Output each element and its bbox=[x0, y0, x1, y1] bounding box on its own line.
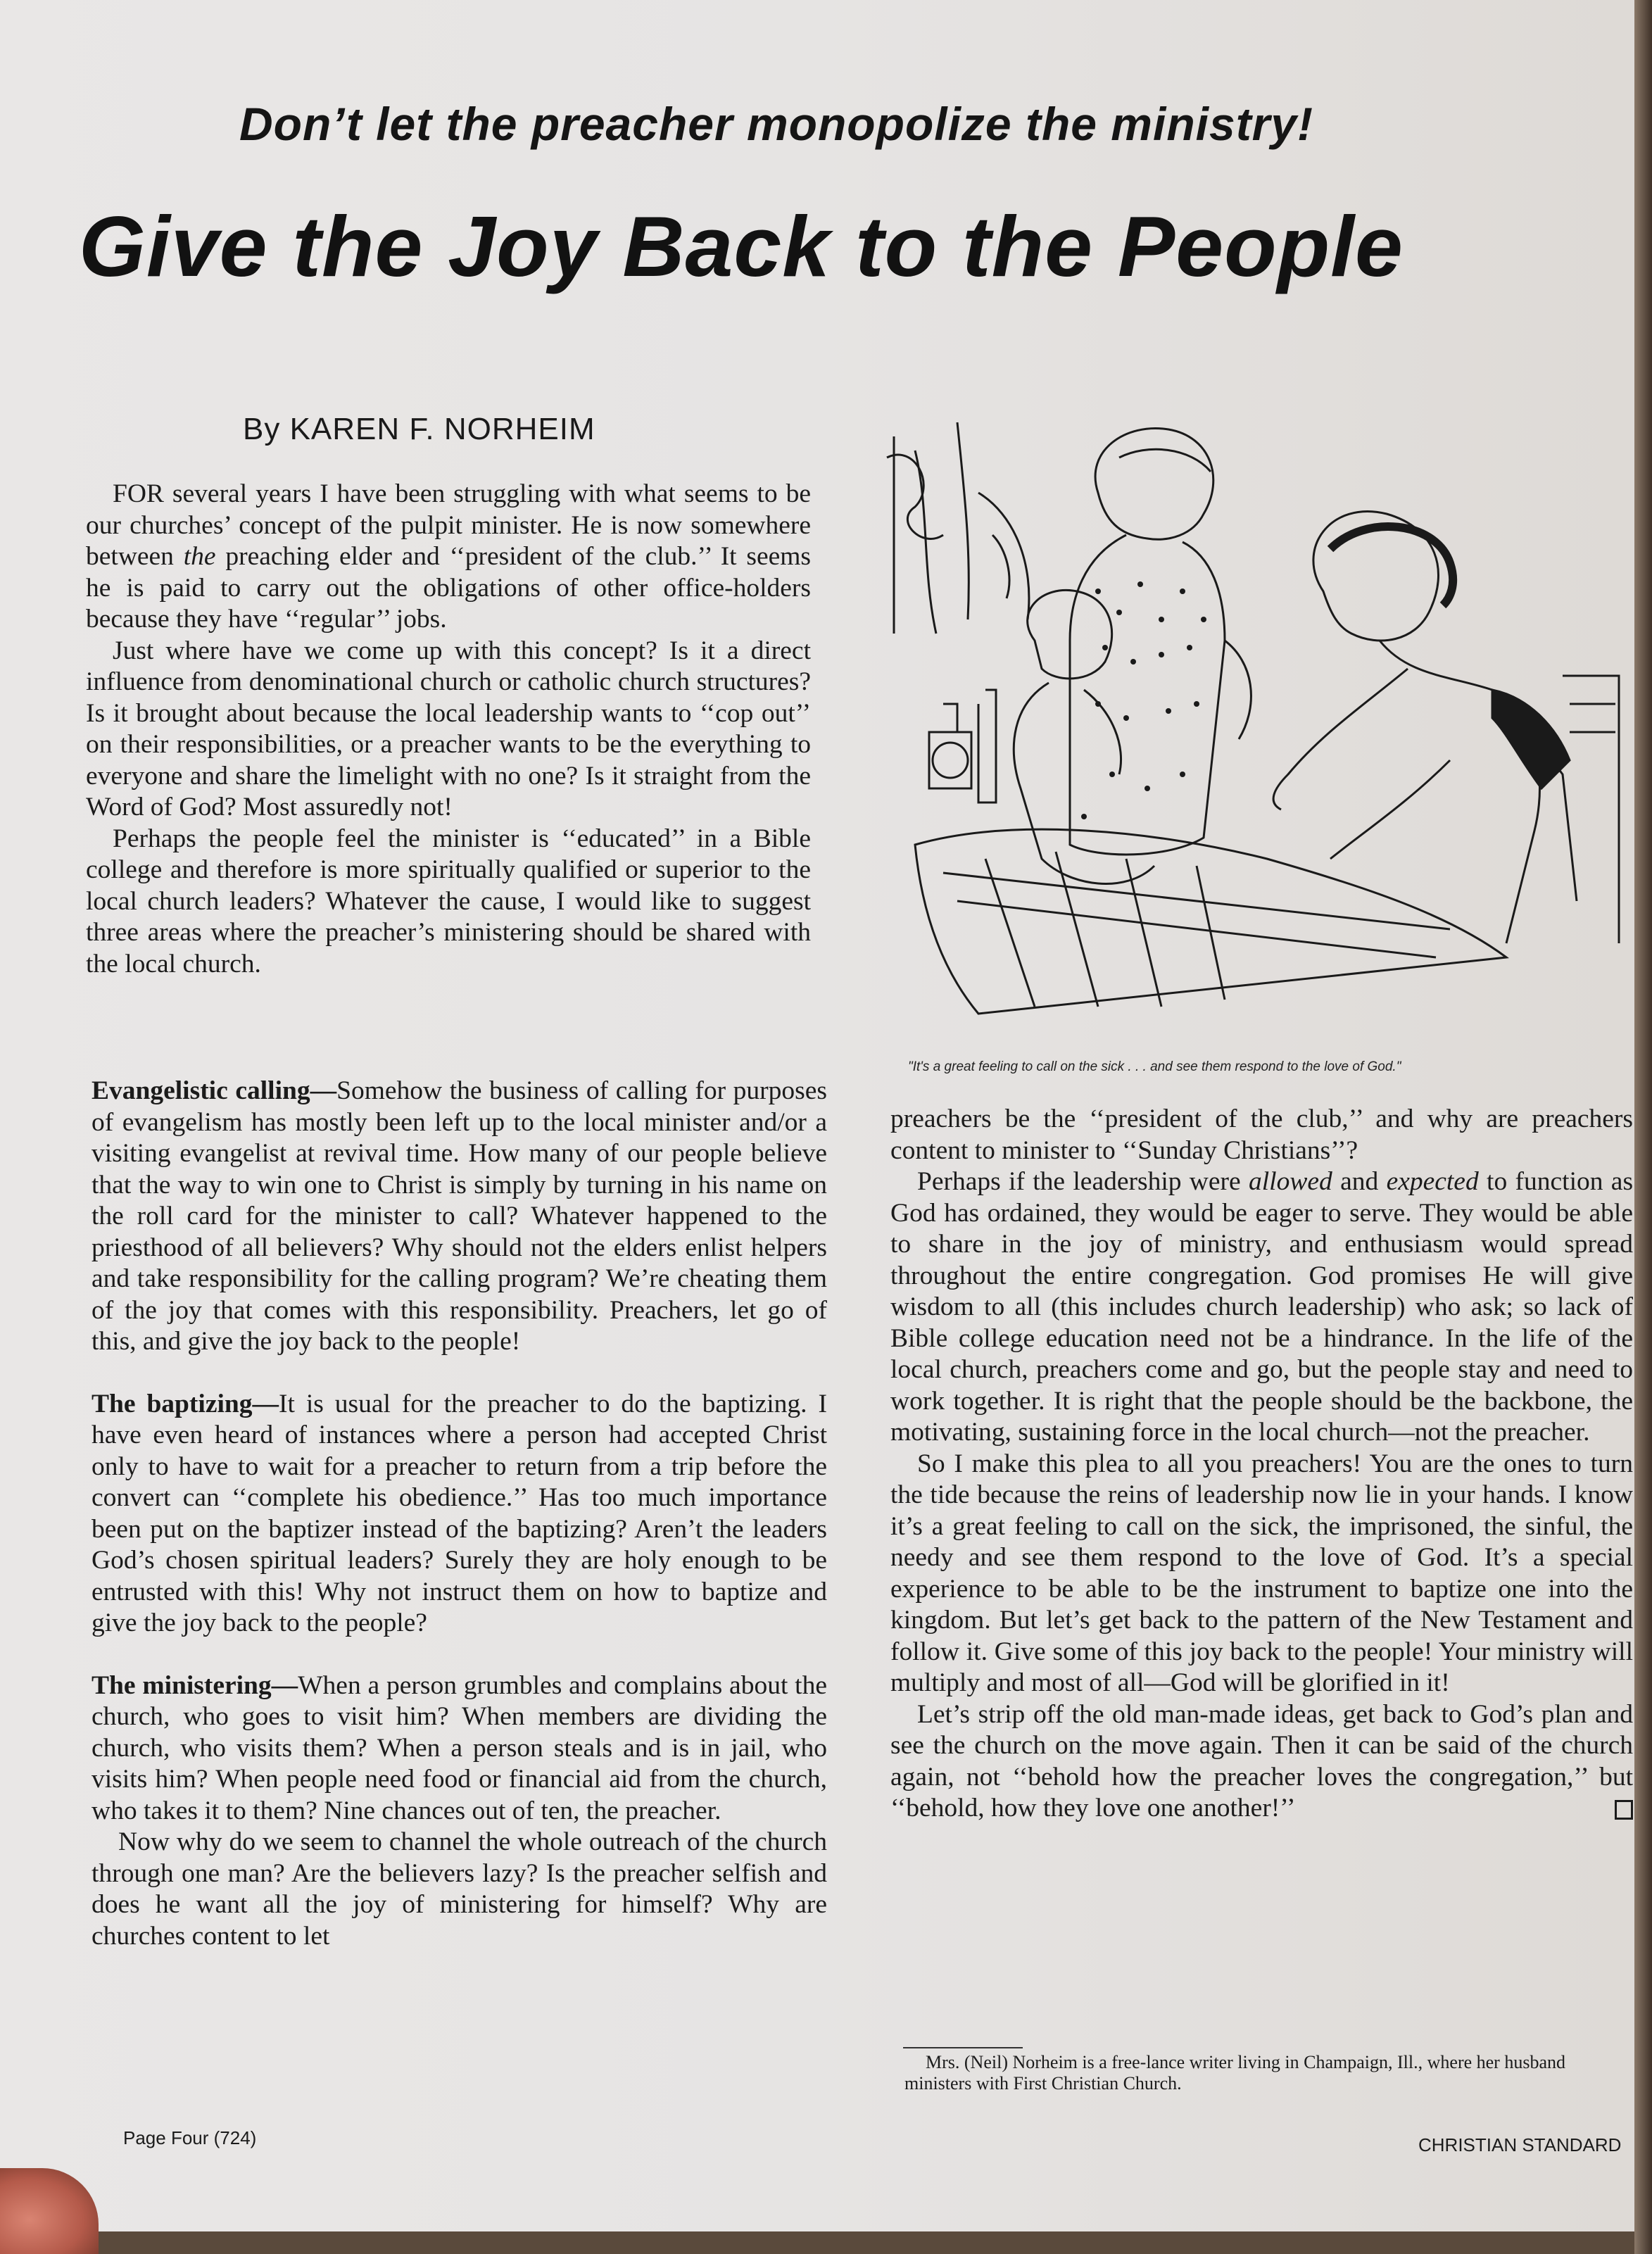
right-column bbox=[890, 1104, 1633, 1825]
end-of-article-mark bbox=[1615, 1800, 1633, 1820]
illustration-caption: "It's a great feeling to call on the sick . . . and see them respond to the love of God." bbox=[908, 1059, 1401, 1074]
intro-paragraph-3: Perhaps the people feel the minister is ‘‘educated’’ in a Bible college and therefore is more spiritually qualified or superior to the local church leaders? Whatever the cause, I would like to suggest three areas where the preacher’s ministering should be shared with the local church. bbox=[86, 824, 811, 978]
publication-name: CHRISTIAN STANDARD bbox=[1418, 2134, 1622, 2155]
section-ministering-continued: Now why do we seem to channel the whole outreach of the church through one man? Are the believers lazy? Is the preacher selfish and does he want all the joy of ministering for himself? Why are churches content to let bbox=[92, 1827, 827, 1951]
section-baptizing: The baptizing—It is usual for the preacher to do the baptizing. I have even heard of instances where a person had accepted Christ only to have to wait for a preacher to return from a trip before the convert can ‘‘complete his obedience.’’ Has too much importance been put on the baptizer instead of the baptizing? Aren’t the leaders God’s chosen spiritual leaders? Surely they are holy enough to be entrusted with this! Why not instruct them on how to baptize and give the joy back to the people? bbox=[92, 1389, 827, 1637]
section-evangelistic: Evangelistic calling—Somehow the business of calling for purposes of evangelism has mostly been left up to the local minister and/or a visiting evangelist at revival time. How many of our people believe that the way to win one to Christ is simply by turning in his name on the roll card for the minister to call? Whatever happened to the priesthood of all believers? Why should not the elders enlist helpers and take responsibility for the calling program? We’re cheating them of the joy that comes with this responsibility. Preachers, let go of this, and give the joy back to the people! bbox=[92, 1076, 827, 1356]
right-paragraph-3: So I make this plea to all you preachers! You are the ones to turn the tide because the reins of leadership now lie in your hands. I know it’s a great feeling to call on the sick, the imprisoned, the sinful, the needy and see them respond to the love of God. It’s a special experience to be able to be the instrument to baptize one into the kingdom. But let’s get back to the pattern of the New Testament and follow it. Give some of this joy back to the people! Your ministry will multiply and most of all—God will be glorified in it! bbox=[890, 1449, 1633, 1697]
page-edge-shadow bbox=[1634, 0, 1652, 2254]
intro-paragraph-2: Just where have we come up with this concept? Is it a direct influence from denominational church or catholic church structures? Is it brought about because the local leadership wants to ‘‘cop out’’ on their responsibilities, or a preacher wants to be the everything to everyone and share the limelight with no one? Is it straight from the Word of God? Most assuredly not! bbox=[86, 636, 811, 821]
article-title: Give the Joy Back to the People bbox=[79, 199, 1404, 294]
page-number: Page Four (724) bbox=[123, 2127, 257, 2148]
article-kicker: Don’t let the preacher monopolize the ministry! bbox=[239, 98, 1314, 150]
article-byline: By KAREN F. NORHEIM bbox=[243, 412, 595, 446]
illustration-women-child bbox=[873, 408, 1629, 1042]
author-bio: Mrs. (Neil) Norheim is a free-lance writer living in Champaign, Ill., where her husband ministers with First Christian Church. bbox=[904, 2052, 1565, 2094]
section-ministering: The ministering—When a person grumbles and complains about the church, who goes to visit him? When members are dividing the church, who visits them? When a person steals and is in jail, who visits him? When people need food or financial aid from the church, who takes it to them? Nine chances out of ten, the preacher. bbox=[92, 1670, 827, 1825]
intro-column bbox=[86, 479, 811, 980]
right-paragraph-1: preachers be the ‘‘president of the club,’’ and why are preachers content to minister to ‘‘Sunday Christians’’? bbox=[890, 1104, 1633, 1165]
sections-column bbox=[92, 1076, 827, 1952]
intro-paragraph-1: FOR several years I have been struggling with what seems to be our churches’ concept of the pulpit minister. He is now somewhere between the preaching elder and ‘‘president of the club.’’ It seems he is paid to carry out the obligations of other office-holders because they have ‘‘regular’’ jobs. bbox=[86, 479, 812, 634]
bio-divider bbox=[903, 2047, 1023, 2048]
right-paragraph-4: Let’s strip off the old man-made ideas, get back to God’s plan and see the church on the move again. Then it can be said of the church again, not ‘‘behold how the preacher loves the congregation,’’ but ‘‘behold, how they love one another!’’ bbox=[890, 1699, 1633, 1822]
right-paragraph-2: Perhaps if the leadership were allowed and expected to function as God has ordained, they would be eager to serve. They would be able to share in the joy of ministry, and enthusiasm would spread throughout the entire congregation. God promises He will give wisdom to all (this includes church leadership) who ask; so lack of Bible college education need not be a hindrance. In the life of the local church, preachers come and go, but the people stay and need to work together. It is right that the people should be the backbone, the motivating, sustaining force in the local church—not the preacher. bbox=[890, 1167, 1634, 1447]
